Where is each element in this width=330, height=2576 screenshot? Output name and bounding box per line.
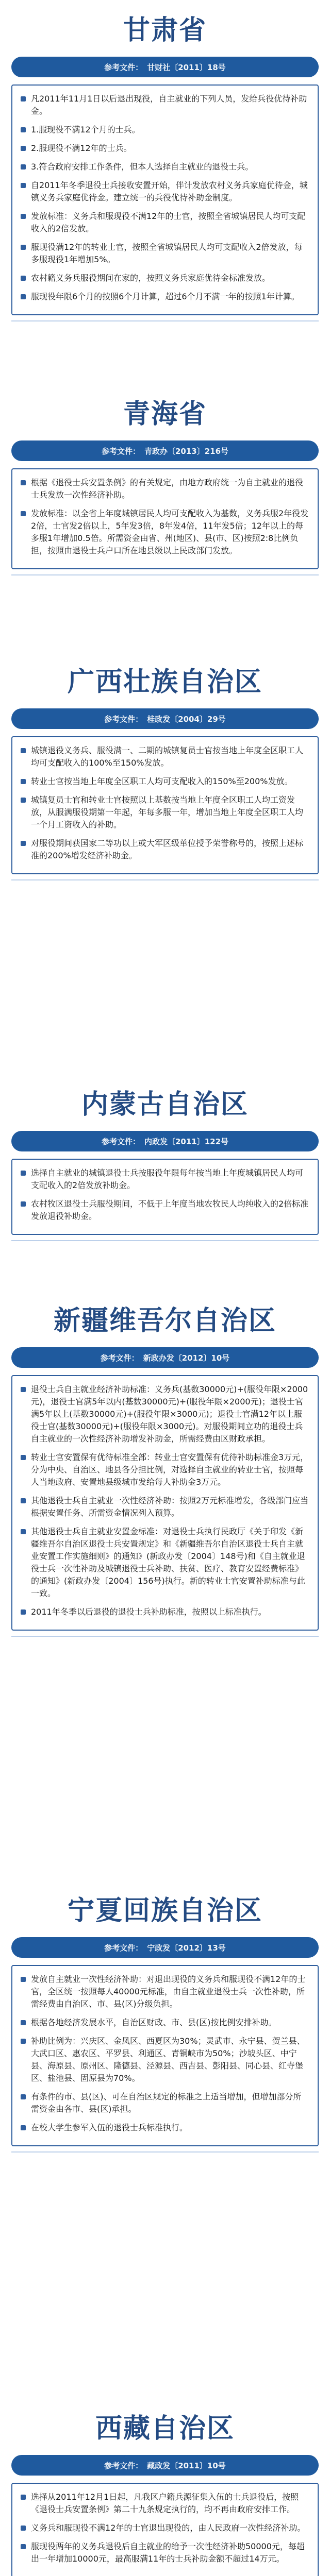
bullet-icon — [21, 276, 26, 281]
policy-item-text: 对服役期间获国家二等功以上或大军区级单位授予荣誉称号的，按照上述标准的200%增发经济补助金。 — [31, 838, 304, 860]
policy-item — [21, 1495, 309, 1519]
bullet-icon — [21, 779, 26, 784]
policy-item — [21, 272, 309, 284]
bullet-icon — [21, 2039, 26, 2044]
bullet-icon — [21, 214, 26, 219]
policy-item — [21, 507, 309, 557]
policy-box — [11, 1965, 319, 2146]
section-title: 内蒙古自治区 — [81, 1089, 249, 1120]
reference-file-bar — [11, 57, 319, 77]
divider — [11, 2151, 319, 2153]
bullet-icon — [21, 2020, 26, 2025]
bullet-icon — [21, 2125, 26, 2130]
policy-item-text: 凡2011年11月1日以后退出现役，自主就业的下列人员，发给兵役优待补助金。 — [31, 94, 307, 116]
bullet-icon — [21, 2094, 26, 2099]
policy-item — [21, 744, 309, 769]
bullet-icon — [21, 1977, 26, 1982]
reference-file-value: 内政发〔2011〕122号 — [144, 1137, 229, 1146]
bullet-icon — [21, 1387, 26, 1392]
policy-item — [21, 210, 309, 235]
bullet-icon — [21, 146, 26, 151]
bullet-icon — [21, 841, 26, 846]
policy-item — [21, 775, 309, 788]
bullet-icon — [21, 96, 26, 101]
policy-item-text: 农村牧区退役士兵服役期间，不低于上年度当地农牧民人均纯收入的2倍标准发放退役补助金。 — [31, 1199, 309, 1221]
reference-file-value: 青政办〔2013〕216号 — [144, 446, 229, 456]
policy-item — [21, 241, 309, 266]
bullet-icon — [21, 2544, 26, 2549]
reference-file-label: 参考文件： — [101, 446, 140, 456]
policy-item-text: 退役士兵自主就业经济补助标准：义务兵(基数30000元)+(服役年限×2000元)，退役士官满5年以内(基数30000元)+(服役年限×2000元)；退役士官满5年以上(基数30000元)+(服役年限×3000元)；退役士官满12年以上服役士官(基数30000元)+(服役年限×3000元)。对服役期间立功的退役士兵自主就业的一次性经济补助增发补助金，所需经费由区财政承担。 — [31, 1384, 308, 1444]
reference-file-value: 桂政发〔2004〕29号 — [147, 714, 226, 724]
section-qinghai — [0, 384, 330, 652]
bullet-icon — [21, 748, 26, 753]
divider — [11, 1240, 319, 1241]
policy-box — [11, 84, 319, 315]
policy-item-text: 选择自主就业的城镇退役士兵按服役年限每年按当地上年度城镇居民人均可支配收入的2倍发放补助金。 — [31, 1168, 304, 1190]
bullet-icon — [21, 2526, 26, 2531]
bullet-icon — [21, 1529, 26, 1534]
policy-item-text: 在校大学生参军入伍的退役士兵标准执行。 — [31, 2123, 188, 2132]
divider — [11, 320, 319, 321]
section-inner-mongolia — [0, 1074, 330, 1291]
section-title: 广西壮族自治区 — [67, 667, 262, 698]
divider — [11, 879, 319, 880]
policy-item — [21, 477, 309, 501]
policy-item-text: 补助比例为：兴庆区、金凤区、西夏区为30%；灵武市、永宁县、贺兰县、大武口区、惠农区、平罗县、利通区、青铜峡市为50%；沙坡头区、中宁县、海原县、原州区、隆德县、泾源县、西吉县、彭阳县、同心县、红寺堡区、盐池县、固原县为70%。 — [31, 2036, 305, 2083]
bullet-icon — [21, 183, 26, 188]
policy-item — [21, 2491, 309, 2516]
policy-item-text: 选择从2011年12月1日起，凡我区户籍兵源征集入伍的士兵退役后，按照《退役士兵安置条例》第二十九条规定执行的，均不再由政府安排工作。 — [31, 2492, 299, 2514]
bullet-icon — [21, 1201, 26, 1207]
reference-file-bar — [11, 708, 319, 729]
policy-item — [21, 1383, 309, 1445]
section-title: 甘肃省 — [123, 15, 207, 46]
policy-box — [11, 736, 319, 874]
reference-file-label: 参考文件： — [104, 2461, 143, 2470]
bullet-icon — [21, 164, 26, 170]
reference-file-label: 参考文件： — [104, 1943, 143, 1953]
policy-item — [21, 1167, 309, 1192]
policy-item — [21, 2522, 309, 2534]
reference-file-value: 新政办发〔2012〕10号 — [143, 1353, 230, 1363]
policy-item — [21, 93, 309, 117]
bullet-icon — [21, 294, 26, 299]
policy-item-text: 发放自主就业一次性经济补助：对退出现役的义务兵和服现役不满12年的士官，全区统一按照每人40000元标准，由自主就业退役士兵一次性补助，所需经费由自治区、市、县(区)分级负担。 — [31, 1974, 306, 2009]
bullet-icon — [21, 2495, 26, 2500]
policy-item — [21, 2016, 309, 2029]
policy-item — [21, 1606, 309, 1618]
policy-box — [11, 468, 319, 569]
section-guangxi — [0, 652, 330, 1074]
policy-item-text: 有条件的市、县(区)、可在自治区规定的标准之上适当增加，但增加部分所需资金由各市、县(区)承担。 — [31, 2092, 302, 2114]
policy-item-text: 根据各地经济发展水平，自治区财政、市、县(区)按比例安排补助。 — [31, 2018, 277, 2027]
policy-item-text: 城镇复员士官和转业士官按照以上基数按当地上年度全区职工人均工资发放，从服满服役期第一年起，年每多服一年，增加当地上年度全区职工人均一个月工资收入的补助。 — [31, 795, 304, 829]
policy-item-text: 1.服现役不满12个月的士兵。 — [31, 125, 140, 134]
section-title: 青海省 — [123, 399, 207, 430]
bullet-icon — [21, 798, 26, 803]
policy-item — [21, 794, 309, 831]
bullet-icon — [21, 1609, 26, 1615]
policy-item-text: 2.服现役不满12年的士兵。 — [31, 143, 132, 153]
policy-item-text: 自2011年冬季退役士兵接收安置开始，伴计发放农村义务兵家庭优待金，城镇义务兵家庭优待金。建立统一的兵役优待补助金制度。 — [31, 180, 308, 202]
policy-item — [21, 2035, 309, 2084]
reference-file-label: 参考文件： — [104, 62, 143, 72]
divider — [11, 1636, 319, 1637]
reference-file-value: 藏政发〔2011〕10号 — [147, 2461, 226, 2470]
bullet-icon — [21, 1455, 26, 1460]
reference-file-value: 宁政发〔2012〕13号 — [147, 1943, 226, 1953]
section-xinjiang — [0, 1291, 330, 1880]
policy-item-text: 发放标准：义务兵和服现役不满12年的士官，按照全省城镇居民人均可支配收入的2倍发放。 — [31, 211, 306, 233]
section-tibet — [0, 2398, 330, 2576]
section-gansu — [0, 0, 330, 384]
policy-item — [21, 291, 309, 303]
reference-file-label: 参考文件： — [101, 1137, 140, 1146]
policy-item — [21, 1973, 309, 2010]
reference-file-bar — [11, 440, 319, 461]
policy-item — [21, 124, 309, 136]
reference-file-bar — [11, 1347, 319, 1368]
section-title: 宁夏回族自治区 — [67, 1895, 262, 1926]
divider — [11, 574, 319, 575]
section-title: 西藏自治区 — [95, 2413, 235, 2444]
reference-file-label: 参考文件： — [100, 1353, 139, 1363]
section-ningxia — [0, 1880, 330, 2398]
reference-file-bar — [11, 1937, 319, 1958]
policy-item-text: 根据《退役士兵安置条例》的有关规定，由地方政府统一为自主就业的退役士兵发放一次性经济补助。 — [31, 478, 304, 500]
policy-item — [21, 837, 309, 862]
policy-item-text: 农村籍义务兵服役期间在家的，按照义务兵家庭优待金标准发放。 — [31, 273, 271, 283]
policy-item-text: 其他退役士兵自主就业安置金标准：对退役士兵执行民政厅《关于印发《新疆维吾尔自治区退役士兵安置规定》和《新疆维吾尔自治区退役士兵自主就业安置工作实施细则》的通知》(新政办发〔2004〕148号)和《自主就业退役士兵一次性补助及城镇退役士兵补助、扶贫、医疗、教育安置经费标准》的通知》(新政办发〔2004〕156号)执行。新的转业士官安置补助标准与此一致。 — [31, 1527, 305, 1598]
bullet-icon — [21, 1498, 26, 1503]
policy-item-text: 城镇退役义务兵、服役满一、二期的城镇复员士官按当地上年度全区职工人均可支配收入的100%至150%发放。 — [31, 745, 304, 768]
policy-item-text: 服现役两年的义务兵退役后自主就业的给予一次性经济补助50000元，每超出一年增加10000元，最高服满11年的士兵补助金额不超过14万元。 — [31, 2541, 305, 2564]
policy-item-text: 3.符合政府安排工作条件，但本人选择自主就业的退役士兵。 — [31, 162, 254, 172]
policy-item-text: 服现役年限6个月的按照6个月计算，超过6个月不满一年的按照1年计算。 — [31, 292, 300, 301]
reference-file-bar — [11, 1131, 319, 1151]
policy-item — [21, 161, 309, 173]
bullet-icon — [21, 245, 26, 250]
section-title: 新疆维吾尔自治区 — [53, 1306, 276, 1336]
policy-item — [21, 2540, 309, 2565]
policy-item-text: 2011年冬季以后退役的退役士兵补助标准，按照以上标准执行。 — [31, 1607, 267, 1617]
bullet-icon — [21, 511, 26, 516]
reference-file-label: 参考文件： — [104, 714, 143, 724]
bullet-icon — [21, 127, 26, 132]
policy-item-text: 转业士官安置保有优待标准全部：转业士官安置保有优待补助标准金3万元，分为中央、自治区、地县各分担比例，对选择自主就业的转业士官，按照每人当地政府、安置地县级城市发给每人补助金3万元。 — [31, 1452, 309, 1487]
policy-item — [21, 1198, 309, 1223]
policy-item — [21, 1451, 309, 1488]
reference-file-value: 甘财社〔2011〕18号 — [147, 62, 226, 72]
policy-item-text: 义务兵和服现役不满12年的士官退出现役的，由人民政府一次性经济补助。 — [31, 2523, 306, 2533]
policy-box — [11, 1159, 319, 1235]
policy-item-text: 服现役满12年的转业士官，按照全省城镇居民人均可支配收入2倍发放，每多服现役1年增加5%。 — [31, 242, 303, 264]
policy-item — [21, 142, 309, 155]
bullet-icon — [21, 480, 26, 485]
policy-item-text: 其他退役士兵自主就业一次性经济补助：按照2万元标准增发，各级部门应当根据安置任务、所需资金情况列入预算。 — [31, 1496, 309, 1518]
policy-item — [21, 2122, 309, 2134]
policy-item — [21, 2091, 309, 2115]
policy-item-text: 发放标准：以全省上年度城镇居民人均可支配收入为基数，义务兵服2年役发2倍，士官发2倍以上，5年发3倍，8年发4倍，11年发5倍；12年以上的每多服1年增加0.5倍。所需资金由省、州(地区)、县(市、区)按照2:8比例负担，按照由退役士兵户口所在地县级以上民政部门发放。 — [31, 509, 309, 555]
policy-item — [21, 179, 309, 204]
bullet-icon — [21, 1171, 26, 1176]
policy-item-text: 转业士官按当地上年度全区职工人均可支配收入的150%至200%发放。 — [31, 776, 293, 786]
policy-box — [11, 1375, 319, 1631]
policy-box — [11, 2483, 319, 2576]
reference-file-bar — [11, 2455, 319, 2476]
policy-item — [21, 1526, 309, 1600]
